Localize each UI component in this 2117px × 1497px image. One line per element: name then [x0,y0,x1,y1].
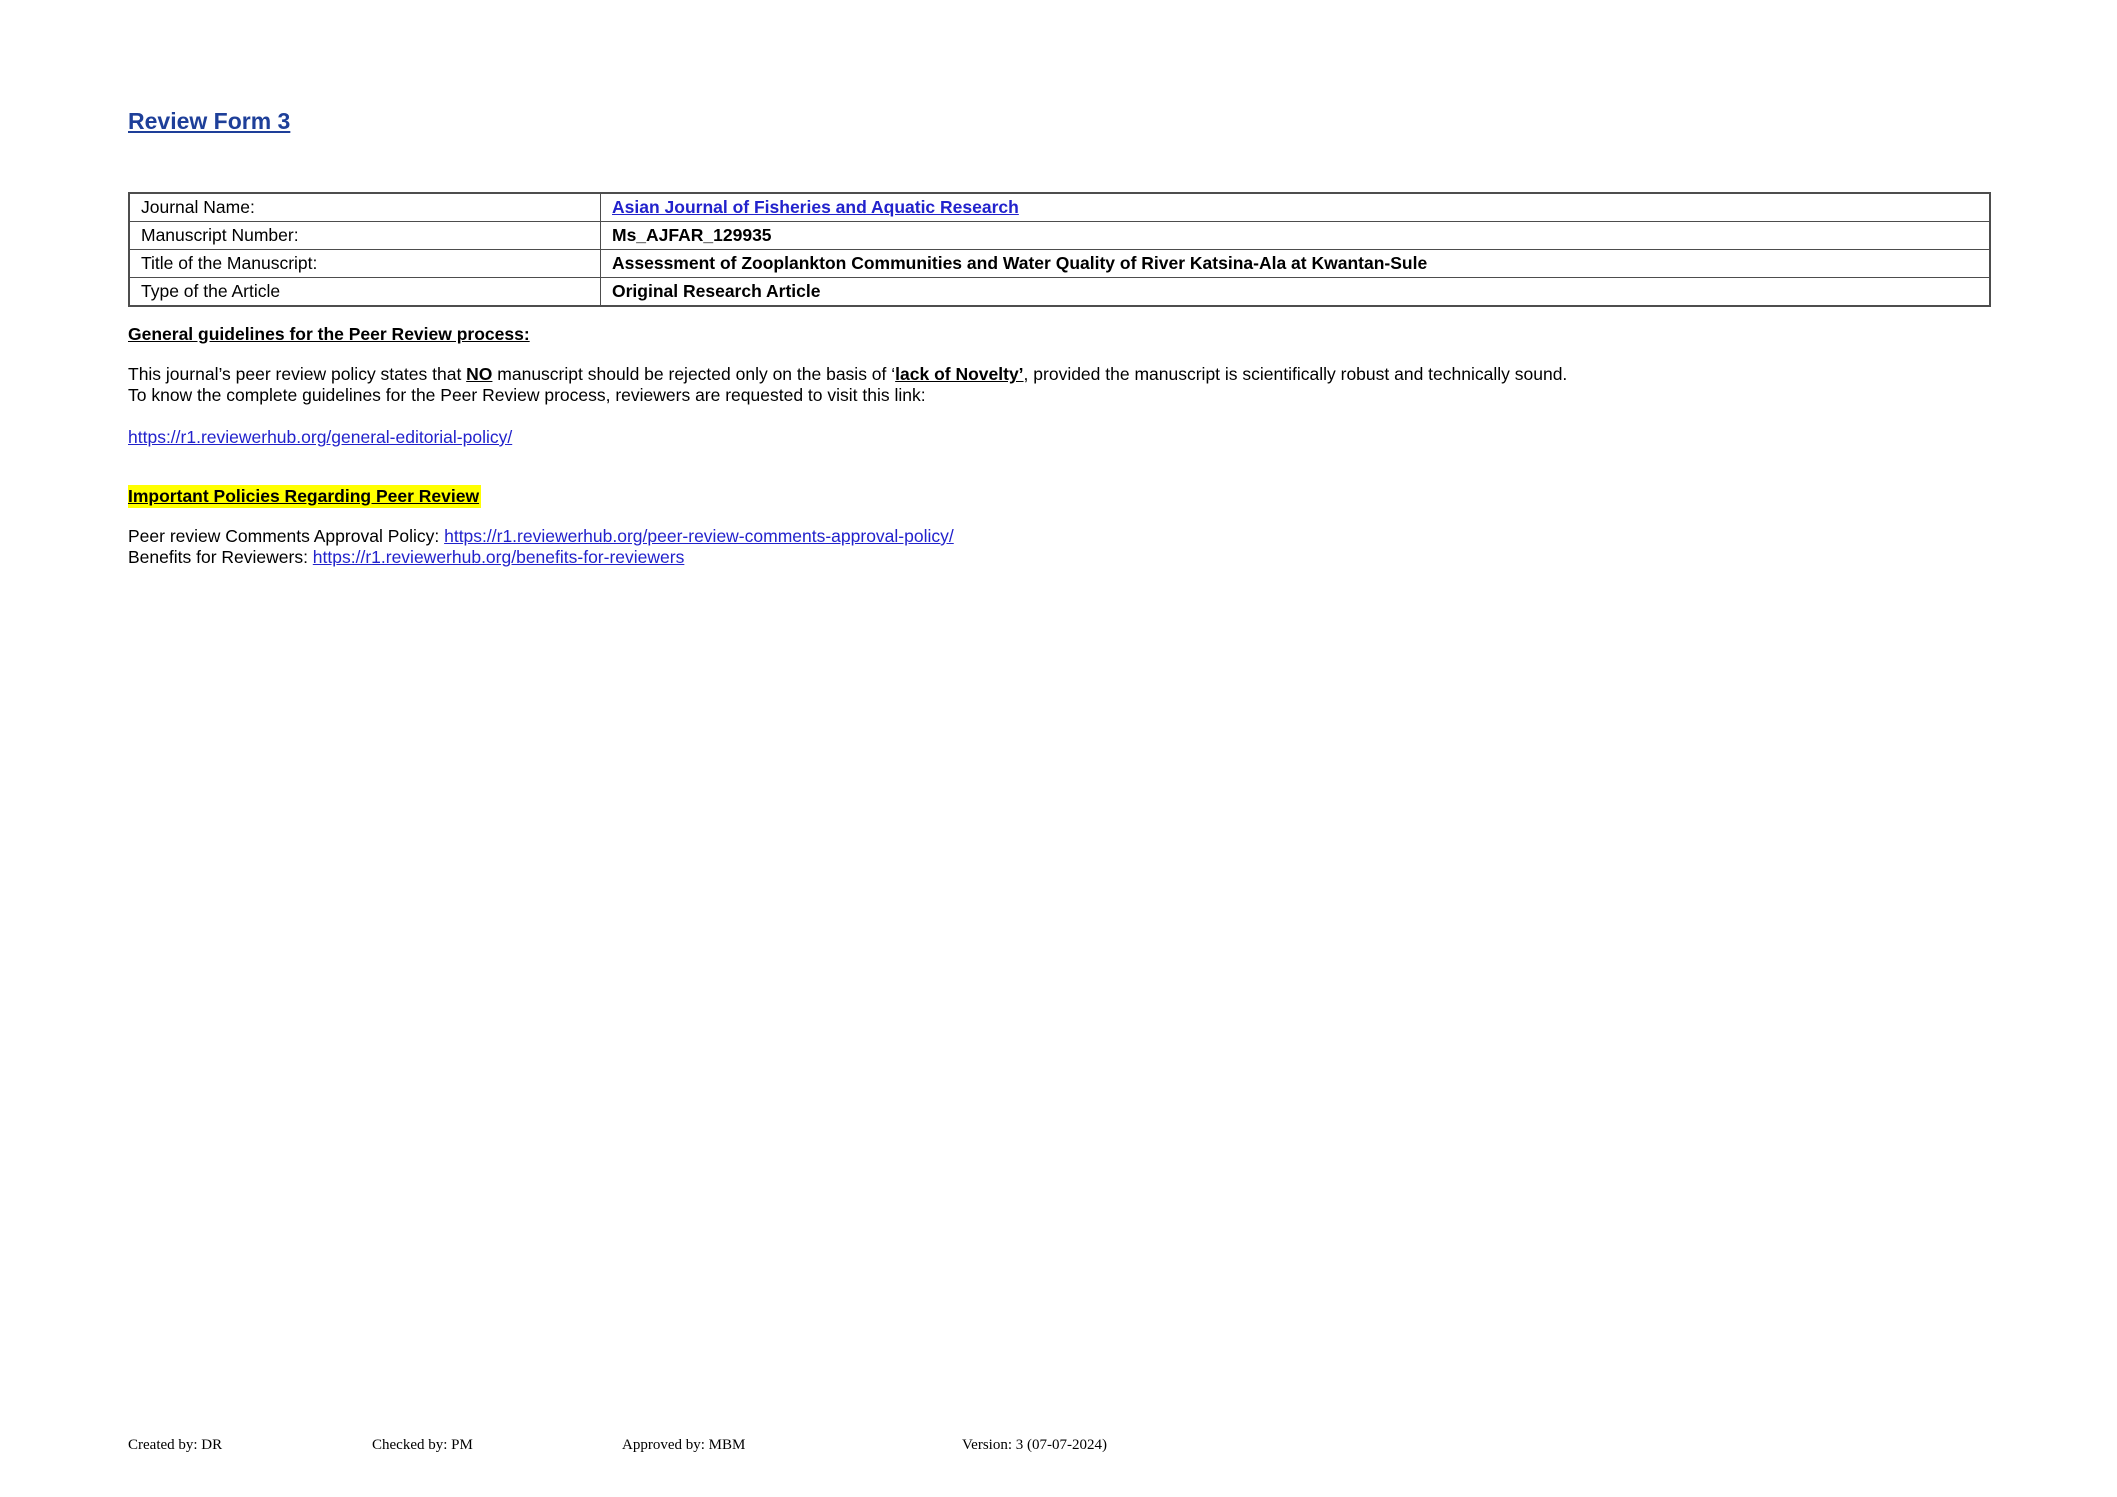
approval-policy-link[interactable]: https://r1.reviewerhub.org/peer-review-comments-approval-policy/ [444,526,954,546]
footer-created-by: Created by: DR [128,1437,223,1453]
guidelines-line1-text1: This journal’s peer review policy states that [128,364,467,384]
approval-policy-label: Peer review Comments Approval Policy: [128,526,445,546]
manuscript-number-value: Ms_AJFAR_129935 [601,222,1991,250]
page-title: Review Form 3 [128,108,291,134]
benefits-line [128,547,954,568]
guidelines-line1-text3: , provided the manuscript is scientifically robust and technically sound. [1023,364,1568,384]
journal-name-label: Journal Name: [129,193,601,222]
guidelines-line1-text2: manuscript should be rejected only on the basis of ‘ [492,364,896,384]
guidelines-novelty-emphasis: lack of Novelty’ [895,364,1024,384]
footer-version: Version: 3 (07-07-2024) [962,1437,1107,1453]
table-row-manuscript-number [129,222,1990,250]
article-type-label: Type of the Article [129,278,601,307]
policy-links-block [128,526,954,568]
guidelines-line2: To know the complete guidelines for the Peer Review process, reviewers are requested to visit this link: [128,385,926,405]
important-policies-heading: Important Policies Regarding Peer Review [128,486,480,506]
editorial-policy-link[interactable]: https://r1.reviewerhub.org/general-editorial-policy/ [128,427,513,447]
manuscript-title-value: Assessment of Zooplankton Communities and Water Quality of River Katsina-Ala at Kwantan-Sule [601,250,1991,278]
table-row-article-type [129,278,1990,307]
manuscript-info-table [128,192,1991,307]
benefits-link[interactable]: https://r1.reviewerhub.org/benefits-for-reviewers [312,547,685,567]
table-row-manuscript-title [129,250,1990,278]
guidelines-heading: General guidelines for the Peer Review process: [128,324,530,344]
benefits-label: Benefits for Reviewers: [128,547,313,567]
guidelines-no-emphasis: NO [466,364,493,384]
editorial-policy-line [128,427,512,448]
approval-policy-line [128,526,954,547]
guidelines-paragraph [128,364,1848,406]
footer-approved-by: Approved by: MBM [622,1437,746,1453]
footer-checked-by: Checked by: PM [372,1437,473,1453]
table-row-journal-name [129,193,1990,222]
article-type-value: Original Research Article [601,278,1991,307]
manuscript-number-label: Manuscript Number: [129,222,601,250]
guidelines-line1 [128,364,1848,385]
journal-name-link[interactable]: Asian Journal of Fisheries and Aquatic Research [612,197,1019,217]
manuscript-title-label: Title of the Manuscript: [129,250,601,278]
